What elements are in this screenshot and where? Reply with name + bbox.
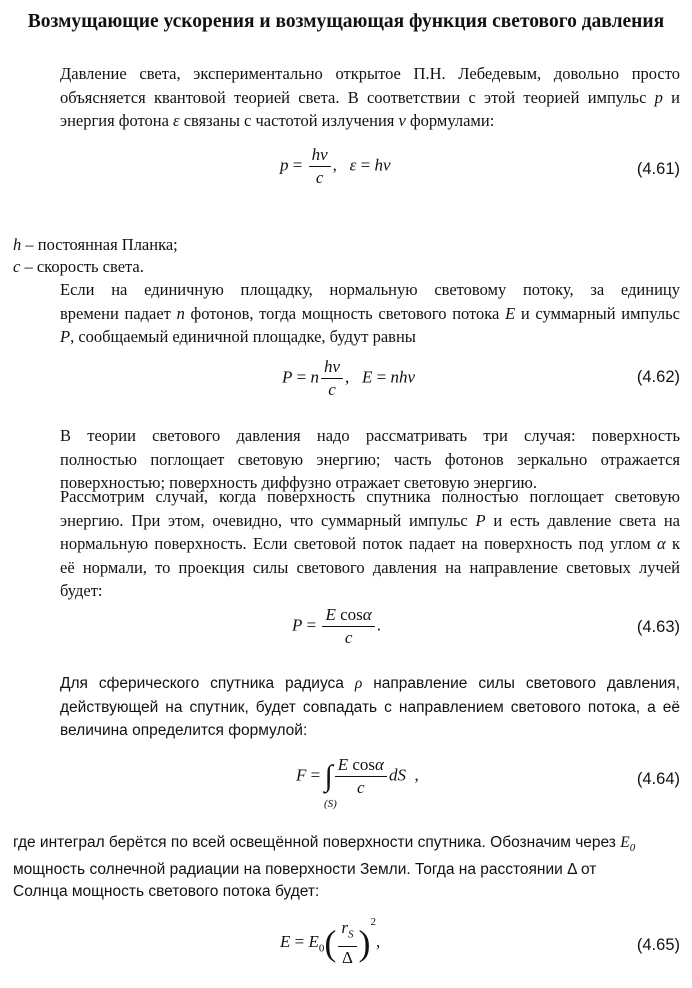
integral-subscript: (S) bbox=[324, 798, 337, 810]
definition-c: c – скорость света. bbox=[13, 257, 144, 276]
text-line: будет: bbox=[60, 581, 103, 600]
text-line: действующей на спутник, будет совпадать с направлением светового потока, а её bbox=[60, 698, 680, 716]
equation-number-4-63: (4.63) bbox=[636, 618, 680, 636]
paragraph-intro bbox=[13, 62, 680, 133]
equation-4-61: p = $\frac{h\nu}{c}$ , ε = hν bbox=[280, 145, 391, 187]
text-line: поверхностью; поверхность диффузно отражает световую энергию. bbox=[60, 473, 537, 492]
paragraph-spherical-satellite bbox=[13, 672, 680, 743]
text-line: Давление света, экспериментально открытое П.Н. Лебедевым, довольно просто bbox=[60, 64, 680, 83]
equation-4-62: P = n $\frac{h\nu}{c}$ , E = nhν bbox=[282, 357, 416, 399]
section-title: Возмущающие ускорения и возмущающая функция светового давления bbox=[27, 11, 665, 32]
text-line: где интеграл берётся по всей освещённой поверхности спутника. Обозначим через $E_0$ bbox=[13, 834, 636, 855]
paragraph-three-cases bbox=[13, 424, 680, 495]
text-line: величина определится формулой: bbox=[60, 722, 308, 739]
text-line: Рассмотрим случай, когда поверхность спутника полностью поглощает световую bbox=[60, 487, 680, 506]
equation-number-4-64: (4.64) bbox=[636, 770, 680, 788]
equation-4-63: P = $\frac{\text{E cosα}}{c}$ . bbox=[292, 605, 381, 647]
equation-number-4-65: (4.65) bbox=[636, 936, 680, 954]
text-line: полностью поглощает световую энергию; часть фотонов зеркально отражается bbox=[60, 449, 680, 469]
text-line: Если на единичную площадку, нормальную световому потоку, за единицу bbox=[60, 280, 680, 299]
paragraph-photon-flux bbox=[13, 278, 680, 349]
text-line: мощность солнечной радиации на поверхности Земли. Тогда на расстоянии Δ от bbox=[13, 861, 597, 879]
text-line: Солнца мощность светового потока будет: bbox=[13, 883, 320, 901]
equation-4-65: $E = E_0$( $\frac{r_S}{\Delta}$ )$^2$, bbox=[280, 916, 381, 967]
text-line: P, сообщаемый единичной площадке, будут равны bbox=[60, 327, 416, 346]
equation-number-4-61: (4.61) bbox=[636, 160, 680, 178]
equation-4-64: F = ∫ $\frac{\text{E cosα}}{c}$ dS , bbox=[296, 755, 419, 797]
equation-number-4-62: (4.62) bbox=[636, 368, 680, 386]
definition-h: h – постоянная Планка; bbox=[13, 235, 178, 254]
text-line: В теории светового давления надо рассматривать три случая: поверхность bbox=[60, 426, 680, 445]
text-line: времени падает n фотонов, тогда мощность светового потока E и суммарный импульс bbox=[60, 303, 680, 323]
text-line: энергию. При этом, очевидно, что суммарный импульс P и есть давление света на bbox=[60, 510, 680, 530]
text-line: её нормали, то проекция силы светового давления на направление световых лучей bbox=[60, 557, 680, 577]
text-line: нормальную поверхность. Если световой поток падает на поверхность под углом α к bbox=[60, 534, 681, 553]
paragraph-solar-radiation bbox=[13, 832, 680, 903]
text-line: Для сферического спутника радиуса ρ направление силы светового давления, bbox=[60, 675, 680, 692]
paragraph-absorption-case bbox=[13, 485, 680, 603]
text-line: энергия фотона ε связаны с частотой излучения ν формулами: bbox=[60, 111, 495, 130]
text-line: объясняется квантовой теорией света. В соответствии с этой теорией импульс p и bbox=[60, 87, 680, 107]
